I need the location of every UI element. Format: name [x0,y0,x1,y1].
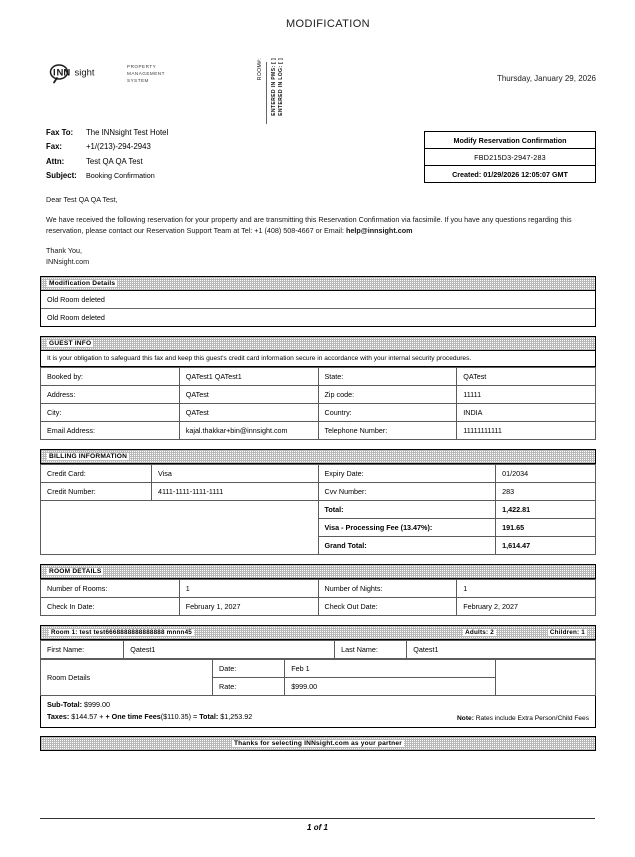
first-name-label: First Name: [41,641,124,659]
check-in-date-label: Check In Date: [41,598,180,616]
rate-empty-cell [496,660,596,696]
processing-fee-label: Visa - Processing Fee (13.47%): [318,519,496,537]
table-row [41,598,596,616]
table-row [41,386,596,404]
zip-code-value: 11111 [457,386,596,404]
rates-note-label: Note: [457,715,474,723]
last-name-label: Last Name: [335,641,407,659]
room-1-summary [40,696,596,728]
stamp-entered-in-log-label: ENTERED IN LOG: [ ] [278,58,285,116]
document-body [40,18,596,751]
number-of-rooms-value: 1 [179,580,318,598]
fax-subject-label: Subject: [46,171,77,181]
check-in-date-value: February 1, 2027 [179,598,318,616]
modification-details-rows [40,291,596,327]
email-address-label: Email Address: [41,422,180,440]
total-value: 1,422.81 [496,501,596,519]
taxes-row [47,711,252,723]
confirmation-created-timestamp: Created: 01/29/2026 12:05:07 GMT [452,169,568,179]
one-time-fees-label: + One time Fees [105,712,161,722]
credit-number-label: Credit Number: [41,483,152,501]
rates-note [457,715,589,723]
modification-details-section [40,276,596,327]
country-value: INDIA [457,404,596,422]
credit-card-label: Credit Card: [41,465,152,483]
processing-fee-value: 191.65 [496,519,596,537]
billing-information-heading-text: BILLING INFORMATION [49,453,128,461]
billing-information-heading [40,449,596,464]
address-value: QATest [179,386,318,404]
letter-signoff-line-1: Thank You, [46,246,82,256]
billing-information-section [40,449,596,555]
stamp-entered-in-pms-label: ENTERED IN PMS: [ ] [271,58,278,116]
email-address-value: kajal.thakkar+bin@innsight.com [179,422,318,440]
room-details-section [40,564,596,616]
modification-details-heading-text: Modification Details [49,280,116,288]
letter-paragraph [46,214,596,236]
sub-total-row [47,699,252,711]
fax-number-value: +1/(213)-294-2943 [86,142,151,152]
page-footer [40,818,595,832]
sub-total-value: $999.00 [84,700,110,710]
guest-info-heading-text: GUEST INFO [49,340,92,348]
booked-by-label: Booked by: [41,368,180,386]
grand-total-value: 1,614.47 [496,537,596,555]
credit-number-value: 4111-1111-1111-1111 [152,483,319,501]
fax-number-label: Fax: [46,142,63,152]
number-of-rooms-label: Number of Rooms: [41,580,180,598]
table-row [41,465,596,483]
first-name-value: Qatest1 [124,641,335,659]
telephone-number-label: Telephone Number: [318,422,457,440]
letter-salutation: Dear Test QA QA Test, [46,194,118,204]
logo-tagline-line-3: SYSTEM [127,78,149,84]
letter-body [40,194,596,268]
page-number: 1 of 1 [307,823,328,832]
document-date: Thursday, January 29, 2026 [496,74,596,83]
room-1-heading [40,625,596,640]
letter-paragraph-text: We have received the following reservation for your property and are transmitting this Reservation Confirmation via facsimile. If you have any questions regarding this reservation, please contact our Reservation Support Team at Tel: +1 (408) 508-4667 or Email: [46,214,572,235]
modification-details-heading [40,276,596,291]
fax-attn-label: Attn: [46,156,65,166]
svg-text:I: I [53,67,56,79]
svg-text:sight: sight [74,67,95,79]
page-title: MODIFICATION [285,18,371,30]
stamp-room-number-label: ROOM#: [257,58,263,81]
city-value: QATest [179,404,318,422]
cvv-number-label: Cvv Number: [318,483,496,501]
thanks-banner-text: Thanks for selecting INNsight.com as your partner [233,740,403,748]
rates-note-text: Rates include Extra Person/Child Fees [473,715,589,723]
rate-value: $999.00 [285,678,496,696]
last-name-value: Qatest1 [407,641,596,659]
telephone-number-value: 11111111111 [457,422,596,440]
modification-row: Old Room deleted [41,291,595,309]
taxes-label: Taxes: [47,712,70,722]
room-1-rate-table [40,659,596,696]
summary-total-value: $1,253.92 [220,712,253,722]
zip-code-label: Zip code: [318,386,457,404]
processing-stamp-block [258,58,284,130]
state-label: State: [318,368,457,386]
room-1-guest-table [40,640,596,659]
table-row [41,404,596,422]
table-row [41,483,596,501]
modification-row: Old Room deleted [47,313,105,323]
cvv-number-value: 283 [496,483,596,501]
fax-subject-value: Booking Confirmation [86,171,155,181]
room-1-adults: Adults: 2 [465,629,494,637]
table-row [41,580,596,598]
room-details-heading [40,564,596,579]
confirmation-number: FBD215D3-2947-283 [425,149,595,166]
check-out-date-label: Check Out Date: [318,598,457,616]
fax-to-value: The INNsight Test Hotel [86,128,169,137]
rate-label: Rate: [213,678,285,696]
innsight-logo-tagline [127,62,165,84]
confirmation-title: Modify Reservation Confirmation [425,132,595,149]
room-details-sublabel: Room Details [41,660,213,696]
number-of-nights-label: Number of Nights: [318,580,457,598]
country-label: Country: [318,404,457,422]
table-row [41,660,596,678]
grand-total-label: Grand Total: [318,537,496,555]
guest-info-section [40,336,596,440]
guest-info-table [40,367,596,440]
table-row [41,368,596,386]
table-row [41,422,596,440]
city-label: City: [41,404,180,422]
sub-total-label: Sub-Total: [47,700,82,710]
thanks-banner [40,736,596,751]
stamp-divider [266,62,267,124]
letter-signoff-line-2: INNsight.com [46,257,90,267]
guest-info-disclaimer: It is your obligation to safeguard this fax and keep this guest's credit card information secure in accordance with your internal security procedures. [41,351,595,367]
logo-tagline-line-1: PROPERTY [127,64,157,69]
state-value: QATest [457,368,596,386]
room-1-section [40,625,596,728]
total-label: Total: [318,501,496,519]
guest-info-disclaimer-wrap [40,351,596,367]
guest-info-heading [40,336,596,351]
logo-tagline-line-2: MANAGEMENT [127,71,165,77]
taxes-value: $144.57 + [71,712,106,722]
rate-date-value: Feb 1 [285,660,496,678]
room-1-title: Room 1: test test6668888888888888 mnnn45 [51,629,193,637]
summary-totals [47,699,252,723]
room-details-table [40,579,596,616]
address-label: Address: [41,386,180,404]
billing-information-table [40,464,596,555]
rate-date-label: Date: [213,660,285,678]
room-details-heading-text: ROOM DETAILS [49,568,102,576]
room-1-occupancy [463,629,587,636]
room-1-children: Children: 1 [549,629,585,637]
one-time-fees-value: ($110.35) = [160,712,200,722]
number-of-nights-value: 1 [457,580,596,598]
summary-total-label: Total: [199,712,219,722]
support-email-link[interactable]: help@innsight.com [345,226,413,235]
innsight-logo [46,62,165,84]
expiry-date-value: 01/2034 [496,465,596,483]
table-row [41,501,596,519]
table-row [41,641,596,659]
fax-to-label: Fax To: [46,128,74,137]
expiry-date-label: Expiry Date: [318,465,496,483]
billing-empty-cell [41,501,319,555]
check-out-date-value: February 2, 2027 [457,598,596,616]
booked-by-value: QATest1 QATest1 [179,368,318,386]
confirmation-box [424,131,596,183]
fax-attn-value: Test QA QA Test [86,156,143,166]
credit-card-value: Visa [152,465,319,483]
svg-text:NN: NN [56,67,71,79]
innsight-logo-icon [46,62,120,84]
